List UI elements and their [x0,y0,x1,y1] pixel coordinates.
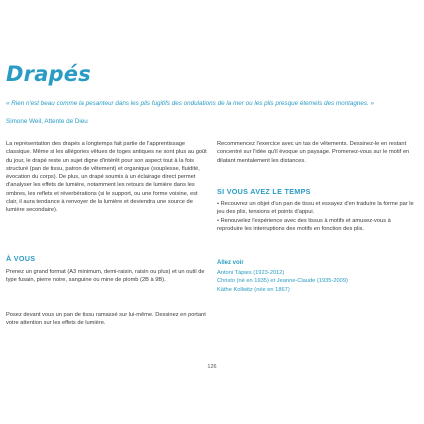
si-temps-heading: SI VOUS AVEZ LE TEMPS [217,187,311,196]
epigraph-author: Simone Weil, Attente de Dieu [6,118,88,125]
allez-voir-heading: Allez voir [217,260,244,266]
intro-paragraph [6,140,207,215]
artist-link-kollwitz[interactable]: Käthe Kollwitz (née en 1867) [217,286,290,293]
instruction-text: Posez devant vous un pan de tissu ramassé sur lui-même. Dessinez en portant votre attention sur les effets de lumière. [6,312,206,327]
a-vous-instruction [6,311,207,328]
materials-text: Prenez un grand format (A3 minimum, demi-raisin, raisin ou plus) et un outil de type fusain, pierre noire, sanguine ou mine de plomb (2B à 9B). [6,269,205,284]
a-vous-heading: À VOUS [6,254,36,263]
si-temps-item-2: • Renouvelez l'expérience avec des tissus à motifs et amusez-vous à reproduire les interruptions des motifs en fonction des plis. [217,217,391,232]
artist-link-christo[interactable]: Christo (né en 1935) et Jeanne-Claude (1935-2009) [217,278,348,285]
right-intro [217,140,418,165]
artist-link-tapies[interactable]: Antoni Tàpies (1923-2012) [217,270,285,276]
page-number: 126 [207,364,217,370]
a-vous-materials [6,268,207,285]
intro-text: La représentation des drapés a longtemps fait partie de l'apprentissage classique. Même si les allégories vêtues de toges antiques ne sont plus au goût du jour, le drapé reste un sujet digne d'intérêt pour son aspect tout à la fois structuré (pan de tissu, patron de vêtement) et organique (souplesse, fluidité, évocation du corps). De plus, un drapé soumis à un éclairage direct permet d'analyser les effets de lumière, notamment les retours de lumière dans les ombres, les reflets et réverbérations (si le support, ou une forme voisine, est clair, il aura tendance à renvoyer de la lumière et deviendra une source de lumière secondaire). [6,141,207,214]
si-temps-item-1: • Recouvrez un objet d'un pan de tissu et essayez d'en traduire la forme par le jeu des plis, tensions et points d'appui. [217,201,414,216]
page-title: Drapés [6,62,91,86]
epigraph-quote: « Rien n'est beau comme la pesanteur dans les plis fugitifs des ondulations de la mer ou les plis presque éternels des montagnes. » [6,100,375,107]
right-intro-text: Recommencez l'exercice avec un tas de vêtements. Dessinez-le en restant concentré sur l'idée qu'il évoque un paysage. Promenez-vous sur le motif en dilatant mentalement les distances. [217,141,410,164]
allez-voir-list [217,269,418,294]
si-temps-list [217,200,418,233]
